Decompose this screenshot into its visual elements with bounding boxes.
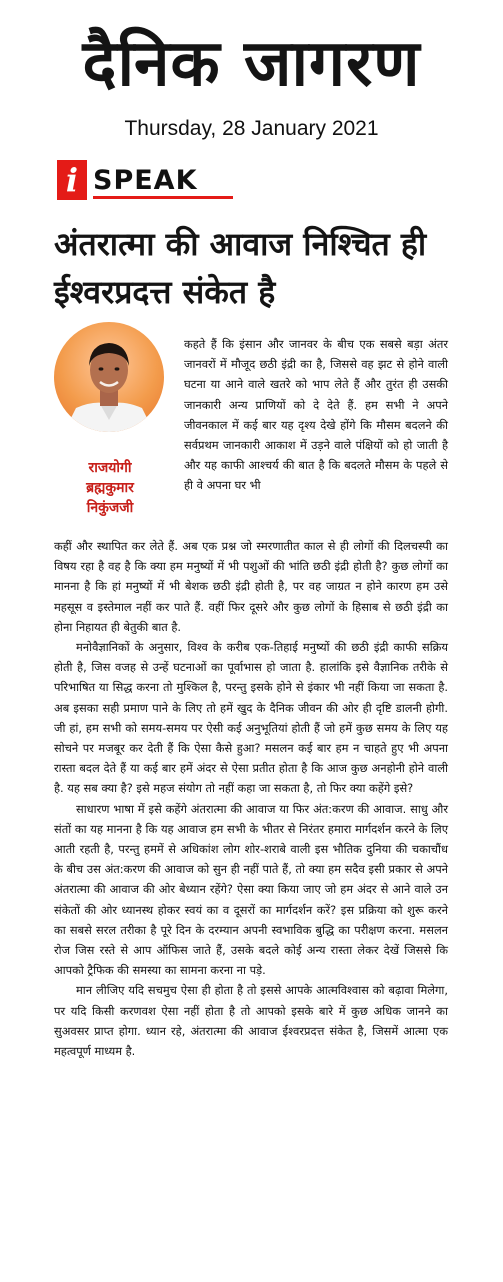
article-body xyxy=(54,536,448,1061)
article-intro-wrapped xyxy=(184,334,448,496)
article-headline: अंतरात्मा की आवाज निश्चित ही ईश्वरप्रदत्त संकेत है xyxy=(54,225,427,311)
author-name: निकुंजजी xyxy=(86,500,134,516)
article-paragraph: मनोवैज्ञानिकों के अनुसार, विश्व के करीब एक-तिहाई मनुष्यों की छठी इंद्री काफी सक्रिय होती है, जिस वजह से उन्हें घटनाओं का पूर्वाभास हो जाता है. हालांकि इसे वैज्ञानिक तरीके से परिभाषित या सिद्ध करना तो मुश्किल है, परन्तु इसके होने से इंकार भी नहीं किया जा सकता है. अब इसका सही प्रमाण पाने के लिए तो हमें खुद के दैनिक जीवन की ओर ही दृष्टि डालनी होगी. जी हां, हम सभी को समय-समय पर ऐसी कई अनुभूतियां होती हैं जो हमें कुछ समय के लिए यह सोचने पर मजबूर कर देती हैं कि ऐसा कैसे हुआ? मसलन कई बार हम न चाहते हुए भी अपना रास्ता बदल देते हैं या कई बार हमें अंदर से ऐसा प्रतीत होता है कि आज कुछ अनहोनी होने वाली है. यह सब क्या है? इसे महज संयोग तो नहीं कहा जा सकता है, तो फिर क्या कहेंगे इसे? xyxy=(54,640,448,796)
author-portrait-image xyxy=(54,322,164,432)
newspaper-masthead: दैनिक जागरण xyxy=(82,27,421,101)
section-badge-word: SPEAK xyxy=(93,165,198,196)
article-paragraph: कहते हैं कि इंसान और जानवर के बीच एक सबसे बड़ा अंतर जानवरों में मौजूद छठी इंद्री का है, जिससे वह झट से होने वाली घटना या आने वाले खतरे को भाप लेते हैं और तुरंत ही उसकी जानकारी अन्य प्राणियों को दे देते हैं. हम सभी ने अपने जीवनकाल में कई बार यह दृश्य देखे होंगे कि मौसम बदलने की सर्वप्रथम जानकारी आकाश में उड़ने वाले पंक्षियों को हो जाती है और यह काफी आश्चर्य की बात है कि बदलते मौसम के पहले से ही वे अपना घर भी xyxy=(184,337,448,493)
author-photo xyxy=(54,322,164,432)
author-title: राजयोगी xyxy=(88,460,132,476)
author-order: ब्रह्मकुमार xyxy=(86,480,134,496)
article-paragraph: कहीं और स्थापित कर लेते हैं. अब एक प्रश्न जो स्मरणातीत काल से ही लोगों की दिलचस्पी का विषय रहा है वह है कि क्या हम मनुष्यों में भी पशुओं की भांति छठी इंद्री होती है? कुछ लोगों का मानना है कि हां मनुष्यों में भी बेशक छठी इंद्री होती है, पर वह जाग्रत न होने कारण हम उसे महसूस व इस्तेमाल नहीं कर पाते हैं. वहीं फिर दूसरे और कुछ लोगों के हिसाब से छठी इंद्री का होना निहायत ही बेतुकी बात है. xyxy=(54,539,448,634)
section-badge-underline xyxy=(93,196,233,199)
article-paragraph: साधारण भाषा में इसे कहेंगे अंतरात्मा की आवाज या फिर अंत:करण की आवाज. साधु और संतों का यह मानना है कि यह आवाज हम सभी के भीतर से निरंतर हमारा मार्गदर्शन करने के लिए आती रहती है, परन्तु हममें से अधिकांश लोग शोर-शराबे वाली इस भौतिक दुनिया की चकाचौंध के बीच उस अंत:करण की आवाज को सुन ही नहीं पाते हैं, तो क्या हम सदैव इसी प्रकार से अपने अंतरात्मा की आवाज की ओर बेध्यान रहेंगे? ऐसा क्या किया जाए जो हम अंदर से आने वाले उन संकेतों की ओर ध्यानस्थ होकर स्वयं का व दूसरों का मार्गदर्शन करें? इस प्रक्रिया को शुरू करने का सबसे सरल तरीका है पूरे दिन के दरम्यान अपनी स्वभाविक बुद्धि का परीक्षण करना. मसलन रोज जिस रस्ते से आप ऑफिस जाते हैं, उसके बदले कोई अन्य रास्ता लेकर देखें जिससे कि आपको ट्रैफिक की समस्या का सामना करना ना पड़े. xyxy=(54,801,448,978)
author-byline xyxy=(50,458,170,518)
publication-date: Thursday, 28 January 2021 xyxy=(124,117,379,140)
section-badge-letter: i xyxy=(57,160,87,200)
section-badge xyxy=(57,160,237,200)
article-paragraph: मान लीजिए यदि सचमुच ऐसा ही होता है तो इससे आपके आत्मविश्वास को बढ़ावा मिलेगा, पर यदि किसी करणवश ऐसा नहीं होता है तो आपको इसके बारे में कुछ अधिक जानने का सुअवसर प्राप्त होगा. ध्यान रहे, अंतरात्मा की आवाज ईश्वरप्रदत्त संकेत है, जिसमें आत्मा एक महत्वपूर्ण माध्यम है. xyxy=(54,983,448,1059)
